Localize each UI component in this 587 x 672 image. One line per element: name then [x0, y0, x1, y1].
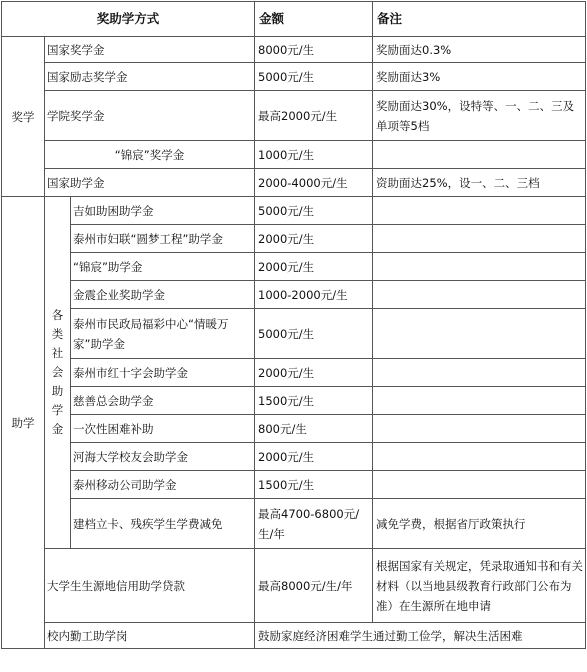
table-row: [2, 415, 586, 443]
table-row: [2, 359, 586, 387]
item-amount: 1000-2000元/生: [255, 281, 373, 309]
item-note: [373, 281, 586, 309]
header-row: [2, 2, 586, 37]
item-name: 国家助学金: [45, 169, 255, 197]
category-scholarship: 奖学: [2, 37, 45, 197]
item-amount: 2000元/生: [255, 253, 373, 281]
item-name: 学院奖学金: [45, 91, 255, 141]
item-name: 吉如助困助学金: [71, 197, 255, 225]
aid-table-container: [0, 1, 587, 649]
table-row: [2, 37, 586, 63]
item-note: [373, 253, 586, 281]
table-row: [2, 225, 586, 253]
table-row: [2, 443, 586, 471]
item-amount: 2000-4000元/生: [255, 169, 373, 197]
header-note: 备注: [373, 2, 586, 37]
item-name: 泰州市民政局福彩中心“情暖万家”助学金: [71, 309, 255, 359]
item-name: “锦宸”助学金: [71, 253, 255, 281]
item-amount: 800元/生: [255, 415, 373, 443]
item-name: 泰州市妇联“圆梦工程”助学金: [71, 225, 255, 253]
item-amount: 2000元/生: [255, 225, 373, 253]
table-row: [2, 141, 586, 169]
item-amount: 5000元/生: [255, 63, 373, 91]
header-method: 奖助学方式: [2, 2, 255, 37]
item-amount: 1500元/生: [255, 387, 373, 415]
item-note: [373, 197, 586, 225]
item-amount: 最高2000元/生: [255, 91, 373, 141]
table-row: [2, 197, 586, 225]
table-row: [2, 281, 586, 309]
table-row: [2, 387, 586, 415]
item-amount: 1000元/生: [255, 141, 373, 169]
table-row: [2, 253, 586, 281]
item-amount: 最高8000元/生/年: [255, 549, 373, 623]
item-name: “锦宸”奖学金: [45, 141, 255, 169]
item-name: 金震企业奖助学金: [71, 281, 255, 309]
table-row: [2, 63, 586, 91]
item-note: [373, 387, 586, 415]
item-name: 慈善总会助学金: [71, 387, 255, 415]
item-note: 奖励面达0.3%: [373, 37, 586, 63]
item-amount: 1500元/生: [255, 471, 373, 499]
table-row: [2, 471, 586, 499]
item-amount: 2000元/生: [255, 359, 373, 387]
table-row: [2, 91, 586, 141]
table-row: [2, 623, 586, 649]
item-note: [373, 141, 586, 169]
item-name: 大学生生源地信用助学贷款: [45, 549, 255, 623]
item-name: 泰州移动公司助学金: [71, 471, 255, 499]
item-note: [373, 225, 586, 253]
scholarship-aid-table: [1, 1, 586, 649]
table-row: [2, 549, 586, 623]
item-amount: 最高4700-6800元/生/年: [255, 499, 373, 549]
item-name: 国家奖学金: [45, 37, 255, 63]
item-name: 国家励志奖学金: [45, 63, 255, 91]
table-row: [2, 169, 586, 197]
item-amount: 8000元/生: [255, 37, 373, 63]
item-note: 鼓励家庭经济困难学生通过勤工俭学，解决生活困难: [255, 623, 586, 649]
item-note: 奖励面达30%，设特等、一、二、三及单项等5档: [373, 91, 586, 141]
item-note: [373, 309, 586, 359]
table-row: [2, 309, 586, 359]
item-name: 泰州市红十字会助学金: [71, 359, 255, 387]
item-name: 建档立卡、残疾学生学费减免: [71, 499, 255, 549]
item-note: [373, 415, 586, 443]
group-social-grants: 各类社会助学金: [45, 197, 71, 549]
item-name: 一次性困难补助: [71, 415, 255, 443]
item-amount: 5000元/生: [255, 309, 373, 359]
item-note: [373, 471, 586, 499]
item-name: 校内勤工助学岗: [45, 623, 255, 649]
item-note: [373, 443, 586, 471]
item-note: 减免学费，根据省厅政策执行: [373, 499, 586, 549]
item-note: [373, 359, 586, 387]
item-note: 奖励面达3%: [373, 63, 586, 91]
header-amount: 金额: [255, 2, 373, 37]
item-amount: 2000元/生: [255, 443, 373, 471]
category-aid: 助学: [2, 197, 45, 649]
table-row: [2, 499, 586, 549]
item-name: 河海大学校友会助学金: [71, 443, 255, 471]
item-note: 根据国家有关规定，凭录取通知书和有关材料（以当地县级教育行政部门公布为准）在生源所在地申请: [373, 549, 586, 623]
item-note: 资助面达25%，设一、二、三档: [373, 169, 586, 197]
item-amount: 5000元/生: [255, 197, 373, 225]
